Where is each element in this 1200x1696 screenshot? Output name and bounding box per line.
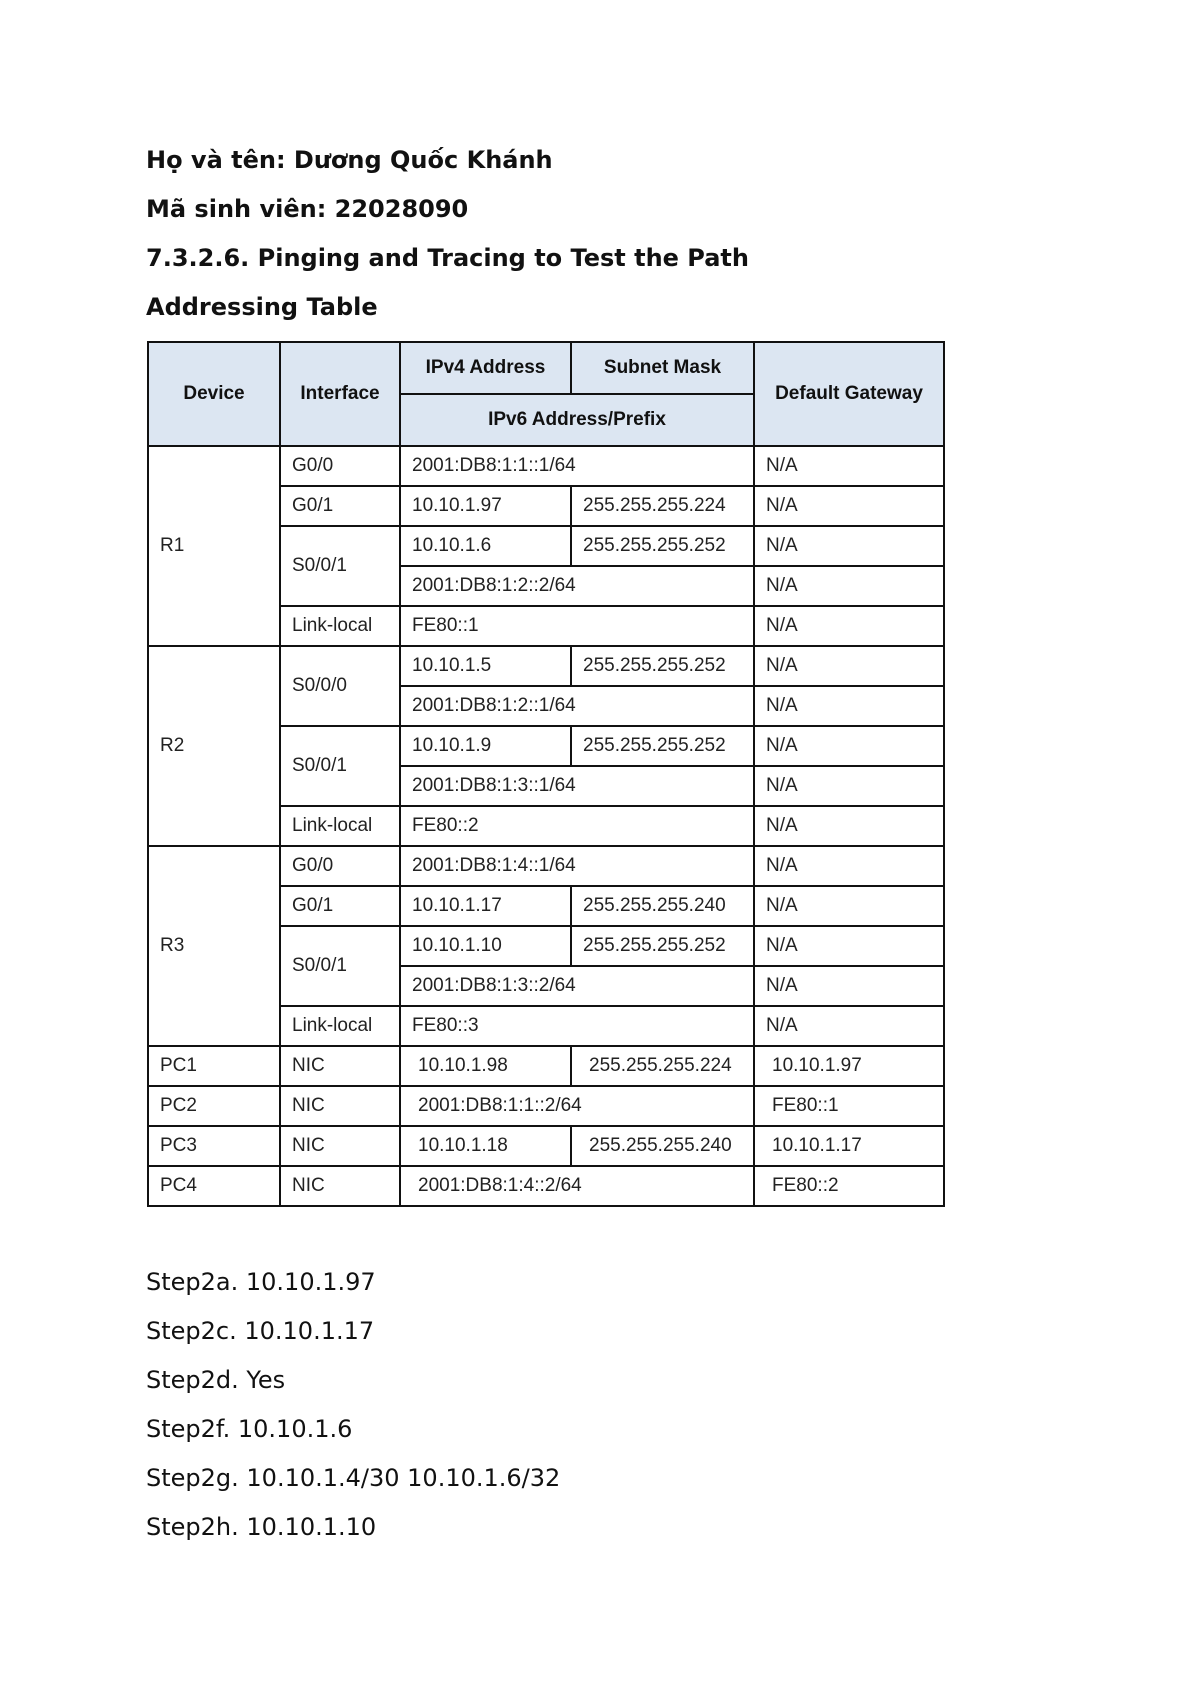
student-name: Họ và tên: Dương Quốc Khánh (146, 146, 553, 174)
ipv4-cell: 10.10.1.6 (400, 526, 571, 566)
interface-cell: G0/1 (280, 886, 400, 926)
gateway-cell: N/A (754, 886, 944, 926)
interface-cell: NIC (280, 1086, 400, 1126)
interface-cell: S0/0/0 (280, 646, 400, 726)
gateway-cell: N/A (754, 566, 944, 606)
ipv6-cell: 2001:DB8:1:1::2/64 (400, 1086, 754, 1126)
link-local-cell: FE80::3 (400, 1006, 754, 1046)
gateway-cell: N/A (754, 806, 944, 846)
table-row (148, 1086, 944, 1126)
ipv4-cell: 10.10.1.17 (400, 886, 571, 926)
lab-title: 7.3.2.6. Pinging and Tracing to Test the Path (146, 244, 749, 272)
gateway-cell: N/A (754, 486, 944, 526)
gateway-cell: FE80::2 (754, 1166, 944, 1206)
interface-cell: Link-local (280, 806, 400, 846)
addressing-table (147, 341, 945, 1207)
device-cell: PC1 (148, 1046, 280, 1086)
table-title: Addressing Table (146, 293, 378, 321)
mask-cell: 255.255.255.224 (571, 1046, 754, 1086)
step-answer: Step2h. 10.10.1.10 (146, 1513, 377, 1541)
header-gateway: Default Gateway (754, 342, 944, 446)
ipv4-cell: 10.10.1.9 (400, 726, 571, 766)
ipv6-cell: 2001:DB8:1:2::2/64 (400, 566, 754, 606)
header-ipv4: IPv4 Address (400, 342, 571, 394)
mask-cell: 255.255.255.240 (571, 1126, 754, 1166)
interface-cell: NIC (280, 1046, 400, 1086)
interface-cell: NIC (280, 1166, 400, 1206)
step-answer: Step2d. Yes (146, 1366, 286, 1394)
device-cell: PC3 (148, 1126, 280, 1166)
header-device: Device (148, 342, 280, 446)
gateway-cell: FE80::1 (754, 1086, 944, 1126)
link-local-cell: FE80::1 (400, 606, 754, 646)
device-cell: R3 (148, 846, 280, 1046)
gateway-cell: N/A (754, 766, 944, 806)
table-row (148, 446, 944, 486)
interface-cell: G0/0 (280, 846, 400, 886)
interface-cell: S0/0/1 (280, 926, 400, 1006)
gateway-cell: N/A (754, 646, 944, 686)
ipv6-cell: 2001:DB8:1:4::2/64 (400, 1166, 754, 1206)
student-id: Mã sinh viên: 22028090 (146, 195, 469, 223)
gateway-cell: N/A (754, 846, 944, 886)
interface-cell: NIC (280, 1126, 400, 1166)
table-row (148, 846, 944, 886)
mask-cell: 255.255.255.240 (571, 886, 754, 926)
ipv4-cell: 10.10.1.18 (400, 1126, 571, 1166)
gateway-cell: 10.10.1.97 (754, 1046, 944, 1086)
gateway-cell: N/A (754, 1006, 944, 1046)
step-answer: Step2f. 10.10.1.6 (146, 1415, 353, 1443)
ipv4-cell: 10.10.1.10 (400, 926, 571, 966)
gateway-cell: N/A (754, 446, 944, 486)
mask-cell: 255.255.255.224 (571, 486, 754, 526)
mask-cell: 255.255.255.252 (571, 526, 754, 566)
interface-cell: S0/0/1 (280, 726, 400, 806)
header-interface: Interface (280, 342, 400, 446)
step-answer: Step2c. 10.10.1.17 (146, 1317, 375, 1345)
ipv4-cell: 10.10.1.98 (400, 1046, 571, 1086)
ipv6-cell: 2001:DB8:1:4::1/64 (400, 846, 754, 886)
ipv6-cell: 2001:DB8:1:1::1/64 (400, 446, 754, 486)
device-cell: R1 (148, 446, 280, 646)
mask-cell: 255.255.255.252 (571, 926, 754, 966)
gateway-cell: 10.10.1.17 (754, 1126, 944, 1166)
gateway-cell: N/A (754, 966, 944, 1006)
step-answer: Step2g. 10.10.1.4/30 10.10.1.6/32 (146, 1464, 561, 1492)
device-cell: PC2 (148, 1086, 280, 1126)
gateway-cell: N/A (754, 606, 944, 646)
header-subnet: Subnet Mask (571, 342, 754, 394)
table-row (148, 1046, 944, 1086)
table-header-row (148, 342, 944, 394)
ipv6-cell: 2001:DB8:1:3::1/64 (400, 766, 754, 806)
gateway-cell: N/A (754, 726, 944, 766)
interface-cell: G0/1 (280, 486, 400, 526)
table-row (148, 1126, 944, 1166)
ipv6-cell: 2001:DB8:1:2::1/64 (400, 686, 754, 726)
device-cell: R2 (148, 646, 280, 846)
interface-cell: Link-local (280, 606, 400, 646)
link-local-cell: FE80::2 (400, 806, 754, 846)
table-row (148, 1166, 944, 1206)
step-answer: Step2a. 10.10.1.97 (146, 1268, 376, 1296)
gateway-cell: N/A (754, 926, 944, 966)
interface-cell: S0/0/1 (280, 526, 400, 606)
device-cell: PC4 (148, 1166, 280, 1206)
ipv4-cell: 10.10.1.97 (400, 486, 571, 526)
interface-cell: Link-local (280, 1006, 400, 1046)
table-row (148, 646, 944, 686)
mask-cell: 255.255.255.252 (571, 726, 754, 766)
ipv4-cell: 10.10.1.5 (400, 646, 571, 686)
gateway-cell: N/A (754, 686, 944, 726)
mask-cell: 255.255.255.252 (571, 646, 754, 686)
ipv6-cell: 2001:DB8:1:3::2/64 (400, 966, 754, 1006)
gateway-cell: N/A (754, 526, 944, 566)
header-ipv6: IPv6 Address/Prefix (400, 394, 754, 446)
interface-cell: G0/0 (280, 446, 400, 486)
